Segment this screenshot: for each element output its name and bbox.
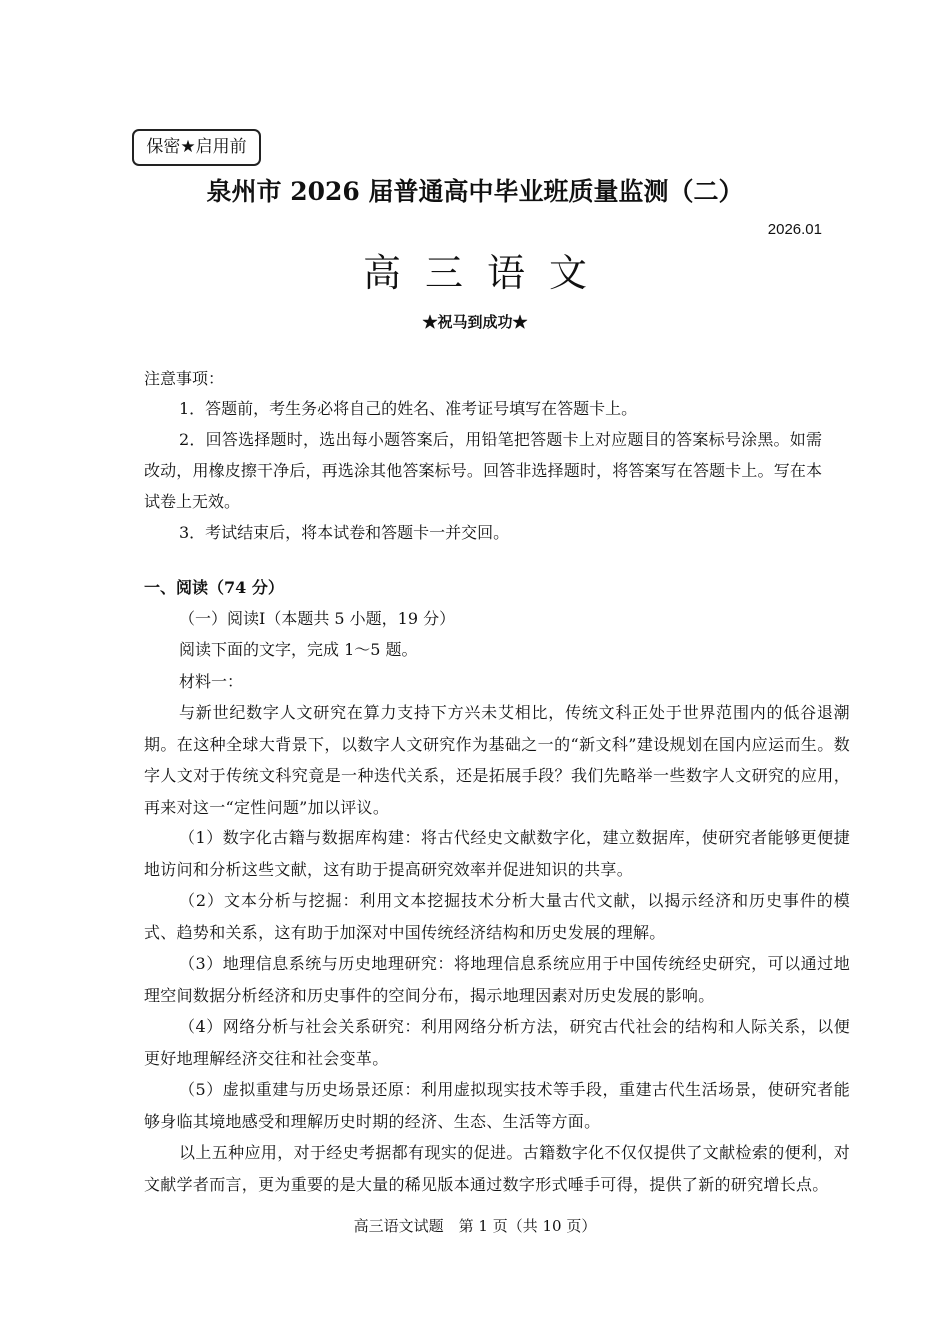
sub-section-heading: （一）阅读Ⅰ（本题共 5 小题，19 分） bbox=[179, 609, 456, 628]
blessing-line: ★祝马到成功★ bbox=[422, 313, 528, 331]
page-footer: 高三语文试题 第 1 页（共 10 页） bbox=[353, 1217, 597, 1235]
passage-paragraph-4: （3）地理信息系统与历史地理研究：将地理信息系统应用于中国传统经史研究，可以通过地理空间数据分析经济和历史事件的空间分布，揭示地理因素对历史发展的影响。 bbox=[144, 954, 850, 1005]
material-label: 材料一： bbox=[179, 672, 244, 691]
passage-paragraph-7: 以上五种应用，对于经史考据都有现实的促进。古籍数字化不仅仅提供了文献检索的便利，对文献学者而言，更为重要的是大量的稀见版本通过数字形式唾手可得，提供了新的研究增长点。 bbox=[144, 1143, 850, 1194]
section-heading: 一、阅读（74 分） bbox=[144, 578, 284, 597]
exam-title: 泉州市 2026 届普通高中毕业班质量监测（二） bbox=[206, 177, 744, 206]
passage-paragraph-3: （2）文本分析与挖掘：利用文本挖掘技术分析大量古代文献，以揭示经济和历史事件的模式、趋势和关系，这有助于加深对中国传统经济结构和历史发展的理解。 bbox=[144, 891, 850, 942]
passage-paragraph-6: （5）虚拟重建与历史场景还原：利用虚拟现实技术等手段，重建古代生活场景，使研究者能够身临其境地感受和理解历史时期的经济、生态、生活等方面。 bbox=[144, 1080, 850, 1131]
subject-title: 高三语文 bbox=[362, 251, 611, 295]
passage-paragraph-1: 与新世纪数字人文研究在算力支持下方兴未艾相比，传统文科正处于世界范围内的低谷退潮期。在这种全球大背景下，以数字人文研究作为基础之一的“新文科”建设规划在国内应运而生。数字人文对于传统文科究竟是一种迭代关系，还是拓展手段？我们先略举一些数字人文研究的应用，再来对这一“定性问题”加以评议。 bbox=[144, 703, 850, 817]
passage-paragraph-2: （1）数字化古籍与数据库构建：将古代经史文献数字化，建立数据库，使研究者能够更便捷地访问和分析这些文献，这有助于提高研究效率并促进知识的共享。 bbox=[144, 828, 850, 879]
note-item-1: 1．答题前，考生务必将自己的姓名、准考证号填写在答题卡上。 bbox=[179, 399, 638, 418]
reading-instruction: 阅读下面的文字，完成 1～5 题。 bbox=[179, 640, 418, 659]
notes-heading: 注意事项： bbox=[144, 369, 225, 388]
confidential-stamp: 保密★启用前 bbox=[132, 129, 261, 166]
note-item-3: 3．考试结束后，将本试卷和答题卡一并交回。 bbox=[179, 523, 510, 542]
exam-date: 2026.01 bbox=[767, 221, 822, 238]
passage-paragraph-5: （4）网络分析与社会关系研究：利用网络分析方法，研究古代社会的结构和人际关系，以便更好地理解经济交往和社会变革。 bbox=[144, 1017, 850, 1068]
note-item-2: 2．回答选择题时，选出每小题答案后，用铅笔把答题卡上对应题目的答案标号涂黑。如需改动，用橡皮擦干净后，再选涂其他答案标号。回答非选择题时，将答案写在答题卡上。写在本试卷上无效。 bbox=[144, 430, 822, 511]
